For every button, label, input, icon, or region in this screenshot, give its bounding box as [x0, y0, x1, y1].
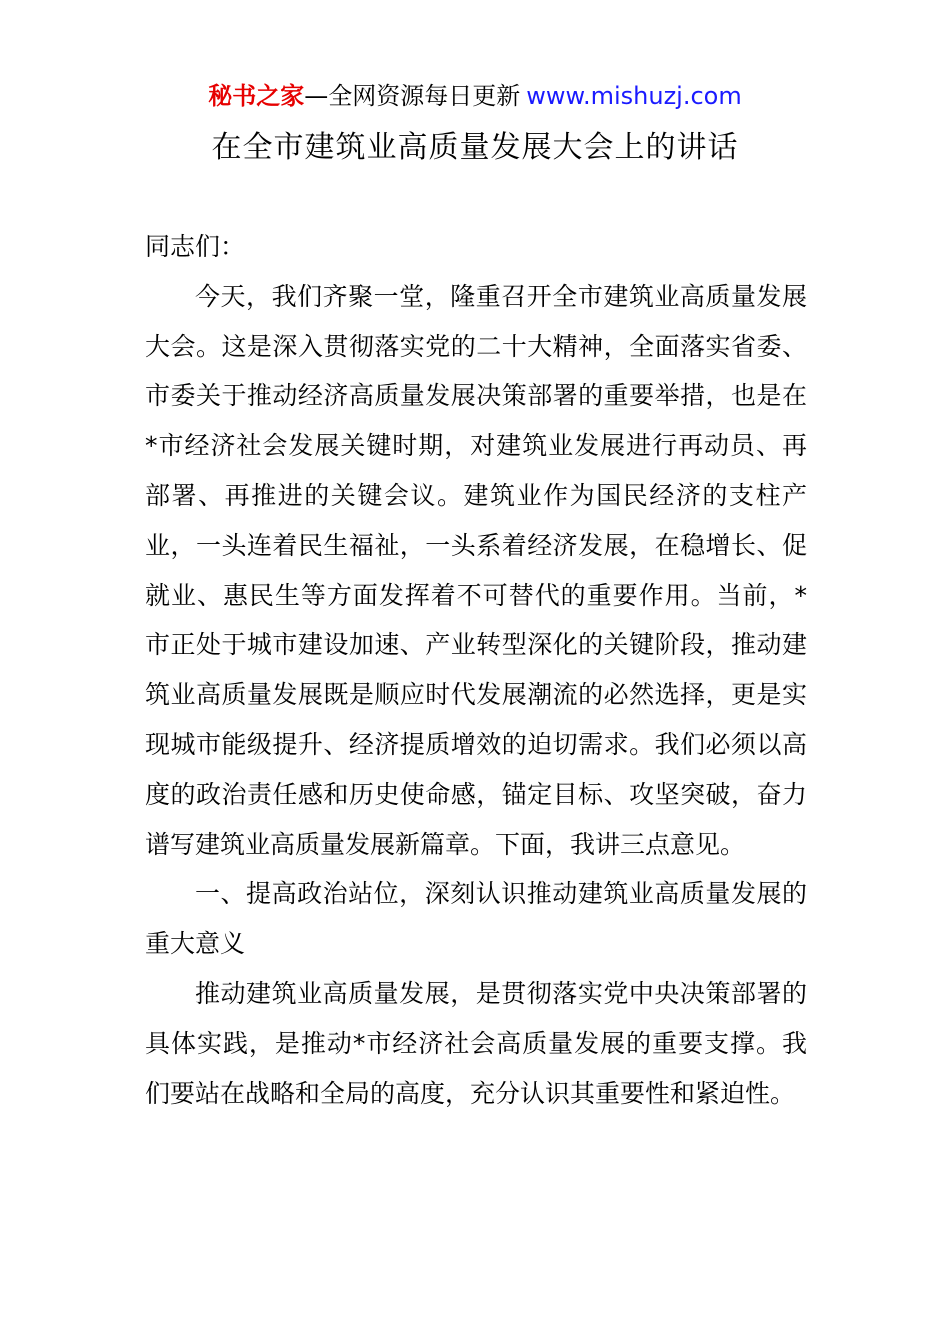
document-title: 在全市建筑业高质量发展大会上的讲话 — [211, 130, 739, 165]
greeting: 同志们： — [145, 232, 246, 261]
site-tagline: —全网资源每日更新 — [304, 82, 521, 110]
site-url[interactable]: www.mishuzj.com — [526, 82, 742, 110]
paragraph: 今天，我们齐聚一堂，隆重召开全市建筑业高质量发展大会。这是深入贯彻落实党的二十大精神，全面落实省委、市委关于推动经济高质量发展决策部署的重要举措，也是在*市经济社会发展关键时期，对建筑业发展进行再动员、再部署、再推进的关键会议。建筑业作为国民经济的支柱产业，一头连着民生福祉，一头系着经济发展，在稳增长、促就业、惠民生等方面发挥着不可替代的重要作用。当前，*市正处于城市建设加速、产业转型深化的关键阶段，推动建筑业高质量发展既是顺应时代发展潮流的必然选择，更是实现城市能级提升、经济提质增效的迫切需求。我们必须以高度的政治责任感和历史使命感，锚定目标、攻坚突破，奋力谱写建筑业高质量发展新篇章。下面，我讲三点意见。 — [145, 281, 807, 859]
paragraph: 推动建筑业高质量发展，是贯彻落实党中央决策部署的具体实践，是推动*市经济社会高质量发展的重要支撑。我们要站在战略和全局的高度，充分认识其重要性和紧迫性。 — [145, 978, 807, 1108]
document-body — [145, 222, 807, 1118]
brand-name: 秘书之家 — [208, 82, 305, 110]
site-header — [0, 80, 950, 112]
section-heading: 一、提高政治站位，深刻认识推动建筑业高质量发展的重大意义 — [145, 879, 807, 959]
